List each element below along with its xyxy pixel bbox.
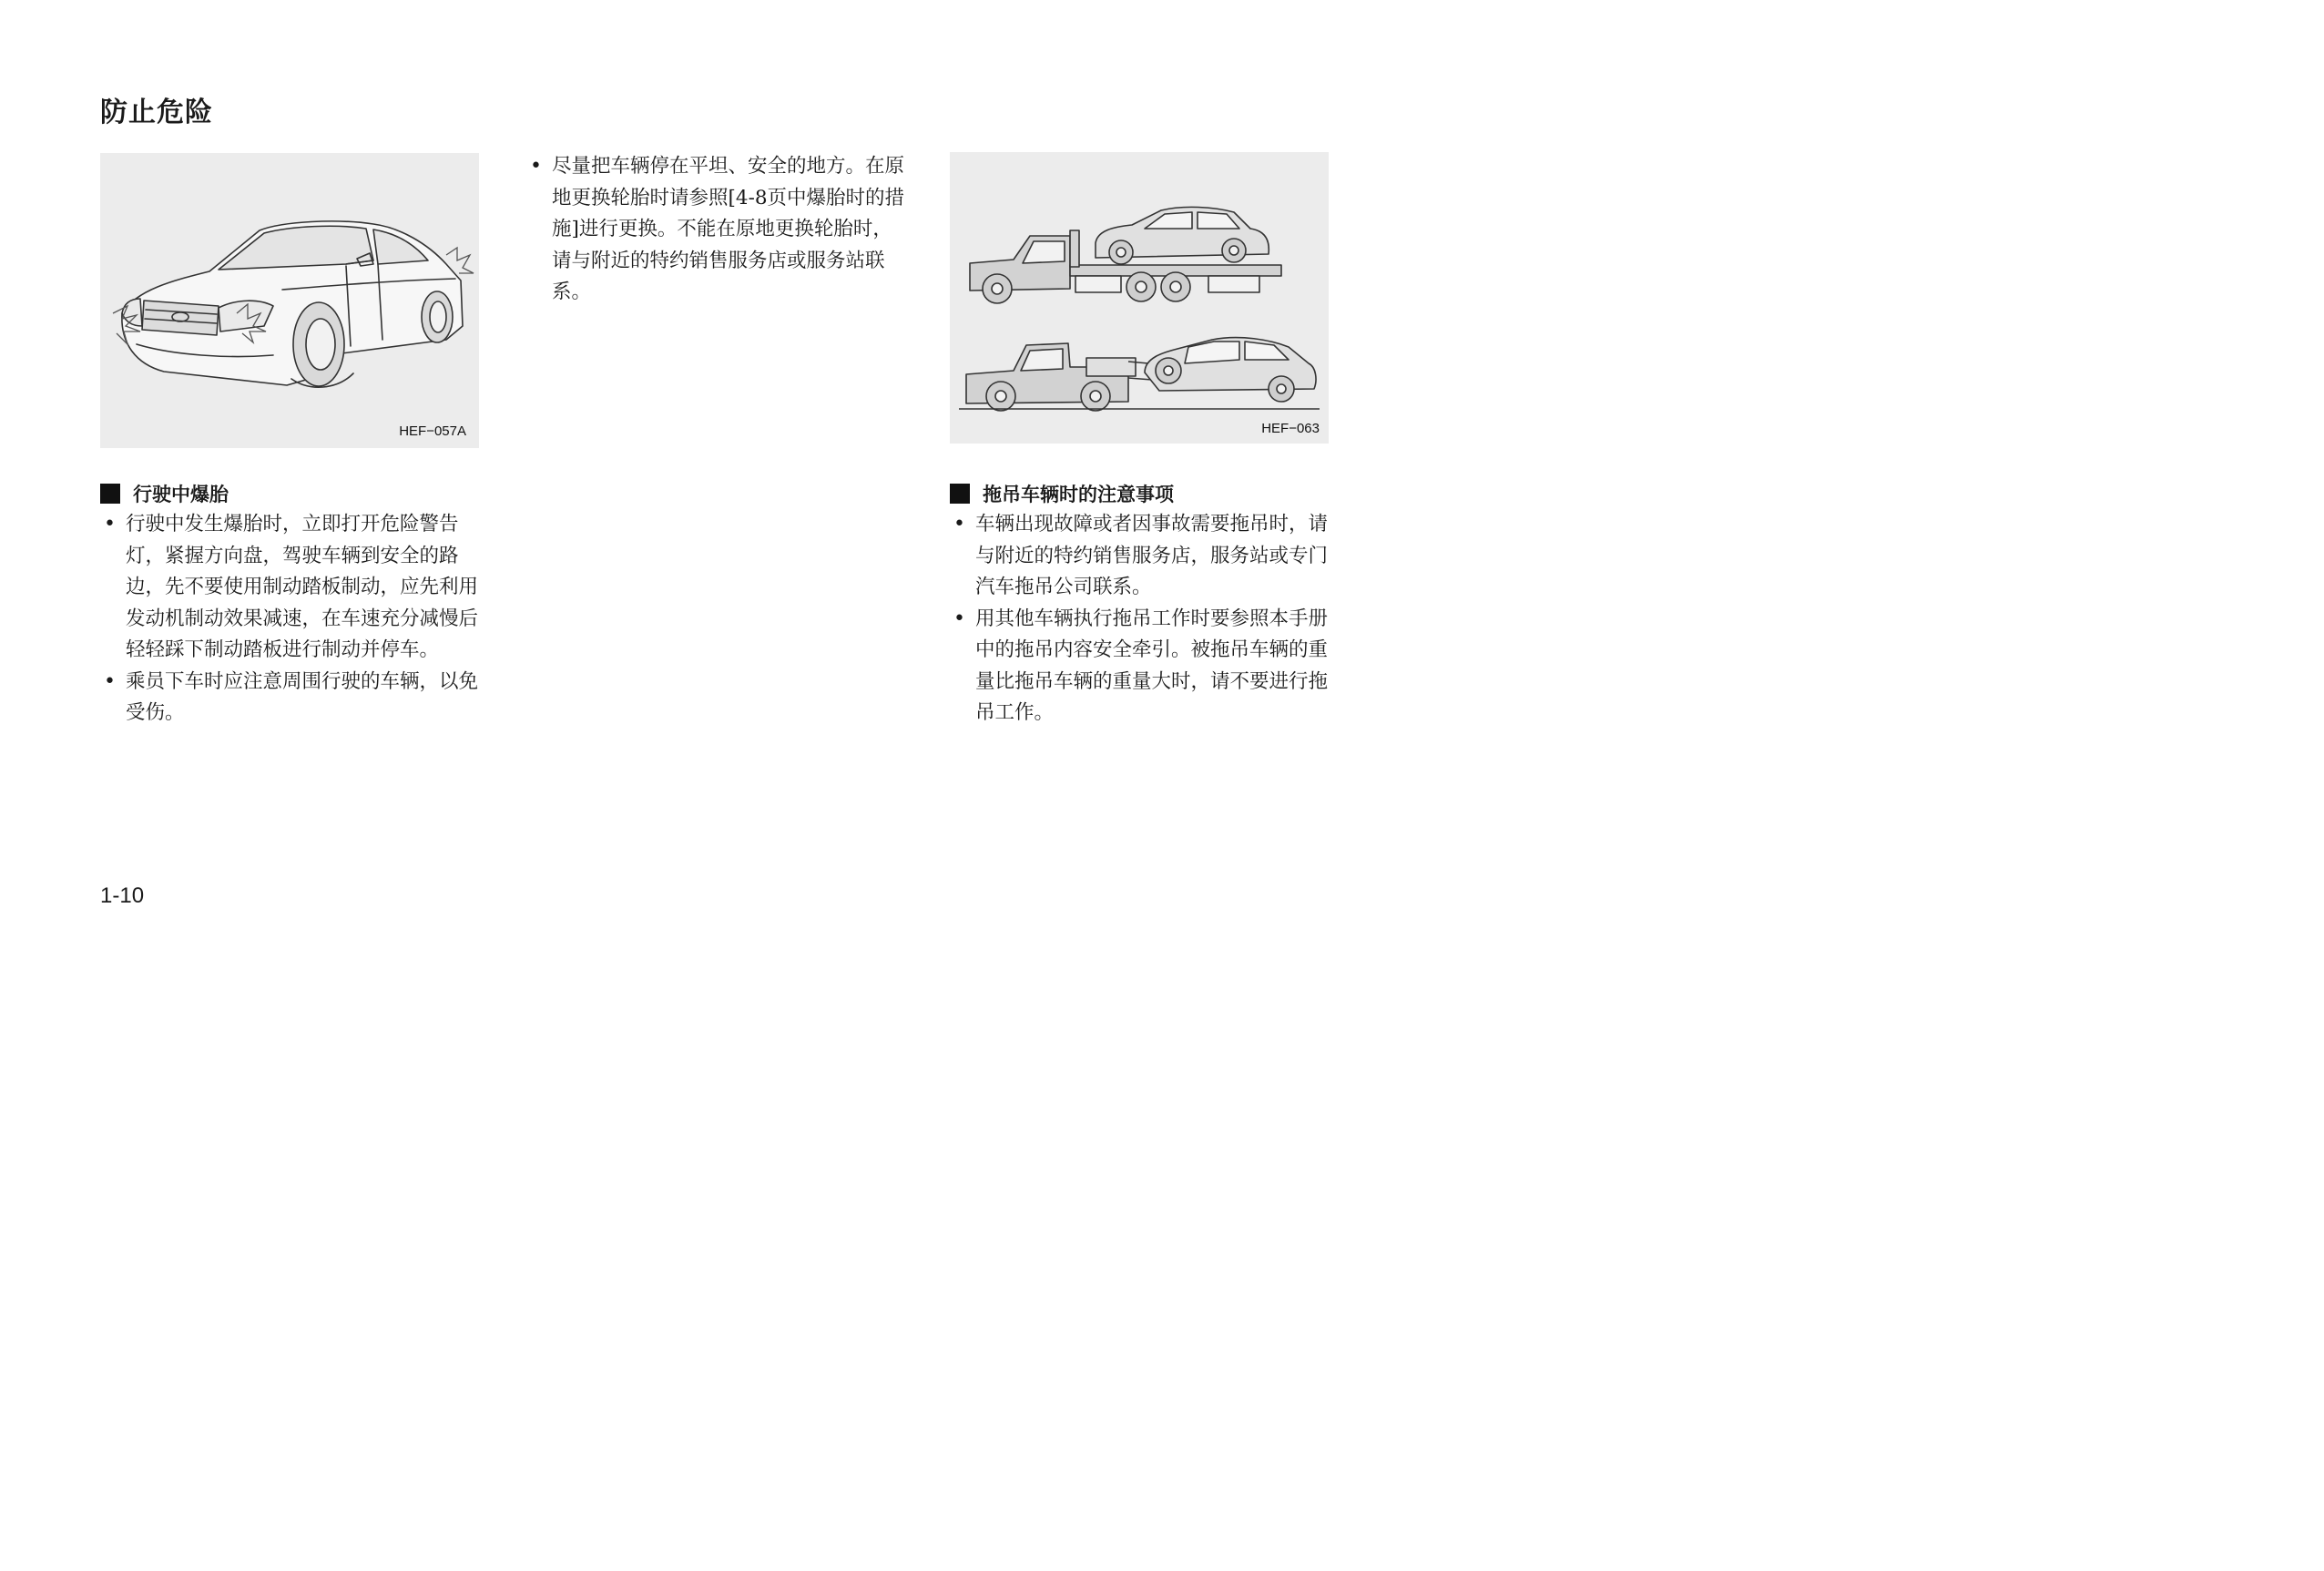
towing-bullets	[950, 509, 1330, 729]
figure-towing	[950, 152, 1329, 444]
tire-blowout-bullets	[100, 509, 481, 729]
list-item: • 用其他车辆执行拖吊工作时要参照本手册中的拖吊内容安全牵引。被拖吊车辆的重量比拖吊车辆的重量大时，请不要进行拖吊工作。	[950, 604, 1330, 729]
tow-truck-illustration	[950, 152, 1329, 444]
figure-code-right: HEF−063	[1261, 421, 1320, 436]
page-number: 1-10	[100, 883, 145, 908]
parking-bullets	[526, 151, 909, 309]
heading-square-icon	[950, 484, 970, 504]
car-flat-tire-illustration	[100, 153, 479, 448]
list-item: • 车辆出现故障或者因事故需要拖吊时，请与附近的特约销售服务店，服务站或专门汽车拖吊公司联系。	[950, 509, 1330, 604]
list-item: • 行驶中发生爆胎时，立即打开危险警告灯，紧握方向盘，驾驶车辆到安全的路边，先不要使用制动踏板制动，应先利用发动机制动效果减速，在车速充分减慢后轻轻踩下制动踏板进行制动并停车。	[100, 509, 481, 667]
section-heading-tire-blowout	[100, 480, 229, 507]
page-title: 防止危险	[100, 97, 213, 128]
list-item: • 乘员下车时应注意周围行驶的车辆，以免受伤。	[100, 667, 481, 729]
heading-square-icon	[100, 484, 120, 504]
list-item: • 尽量把车辆停在平坦、安全的地方。在原地更换轮胎时请参照[4-8页中爆胎时的措施]进行更换。不能在原地更换轮胎时，请与附近的特约销售服务店或服务站联系。	[526, 151, 909, 309]
figure-flat-tire	[100, 153, 479, 448]
heading-text: 行驶中爆胎	[133, 484, 229, 505]
heading-text: 拖吊车辆时的注意事项	[983, 484, 1174, 505]
section-heading-towing	[950, 480, 1174, 507]
figure-code-left: HEF−057A	[399, 423, 466, 439]
